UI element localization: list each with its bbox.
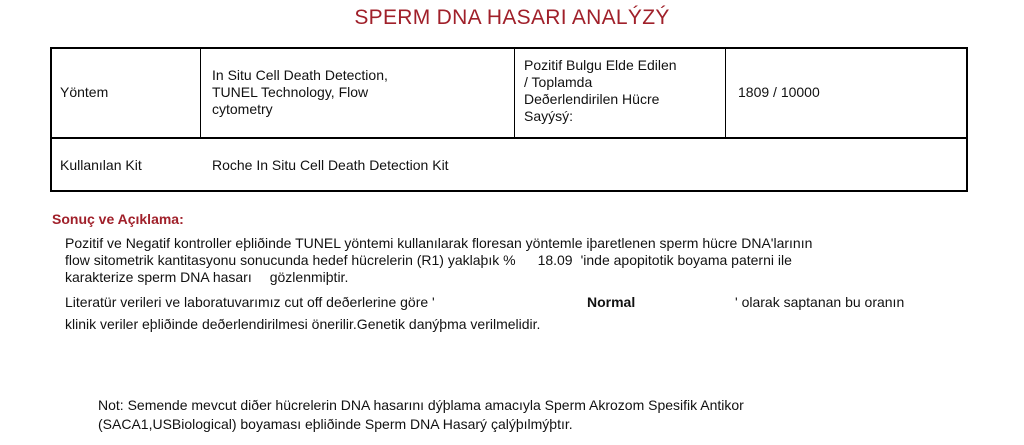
result-paragraph — [65, 235, 955, 286]
cell-count-value: 1809 / 10000 — [738, 84, 820, 100]
result-line-1: Pozitif ve Negatif kontroller eþliðinde TUNEL yöntemi kullanılarak floresan yöntemle iþaretlenen sperm hücre DNA'larının — [65, 235, 813, 251]
note-line-2: (SACA1,USBiological) boyaması eþliðinde Sperm DNA Hasarý çalýþılmýþtır. — [98, 416, 573, 432]
result-line-3-text-end: gözlenmiþtir. — [269, 269, 349, 285]
cell-count-label-line: Sayýsý: — [524, 108, 574, 124]
result-status: Normal — [587, 294, 636, 310]
cell-count-label-line: Pozitif Bulgu Elde Edilen — [524, 57, 677, 73]
cell-count-label-line: / Toplamda — [524, 74, 593, 90]
table-divider — [200, 49, 201, 137]
note-paragraph — [98, 396, 958, 434]
method-label: Yöntem — [60, 84, 109, 100]
method-value-line: TUNEL Technology, Flow — [212, 84, 369, 100]
kit-label: Kullanılan Kit — [60, 157, 142, 173]
method-value-line: In Situ Cell Death Detection, — [212, 67, 388, 83]
fragmentation-percent: 18.09 — [537, 252, 573, 268]
result-line-2 — [65, 252, 955, 269]
method-value — [212, 67, 507, 118]
result-line-4-text: Literatür verileri ve laboratuvarımız cut off deðerlerine göre ' — [65, 294, 435, 310]
result-line-3 — [65, 269, 955, 286]
result-line-2-text-end: 'inde apopitotik boyama paterni ile — [580, 252, 792, 268]
table-row-divider — [52, 137, 966, 139]
note-line-1: Not: Semende mevcut diðer hücrelerin DNA hasarını dýþlama amacıyla Sperm Akrozom Spesifik Antikor — [98, 397, 744, 413]
cell-count-label-line: Deðerlendirilen Hücre — [524, 91, 660, 107]
result-line-5: klinik veriler eþliðinde deðerlendirilmesi önerilir.Genetik danýþma verilmelidir. — [65, 316, 541, 332]
method-value-line: cytometry — [212, 101, 273, 117]
table-divider — [725, 49, 726, 137]
report-title: SPERM DNA HASARI ANALÝZÝ — [354, 6, 670, 29]
table-divider — [514, 49, 515, 137]
result-line-4-text-end: ' olarak saptanan bu oranın — [735, 294, 905, 310]
result-heading: Sonuç ve Açıklama: — [52, 211, 184, 227]
result-line-3-text: karakterize sperm DNA hasarı — [65, 269, 252, 285]
method-table — [50, 47, 968, 192]
cell-count-label — [524, 57, 719, 125]
kit-value: Roche In Situ Cell Death Detection Kit — [212, 157, 449, 173]
result-line-2-text: flow sitometrik kantitasyonu sonucunda hedef hücrelerin (R1) yaklaþık % — [65, 252, 516, 268]
